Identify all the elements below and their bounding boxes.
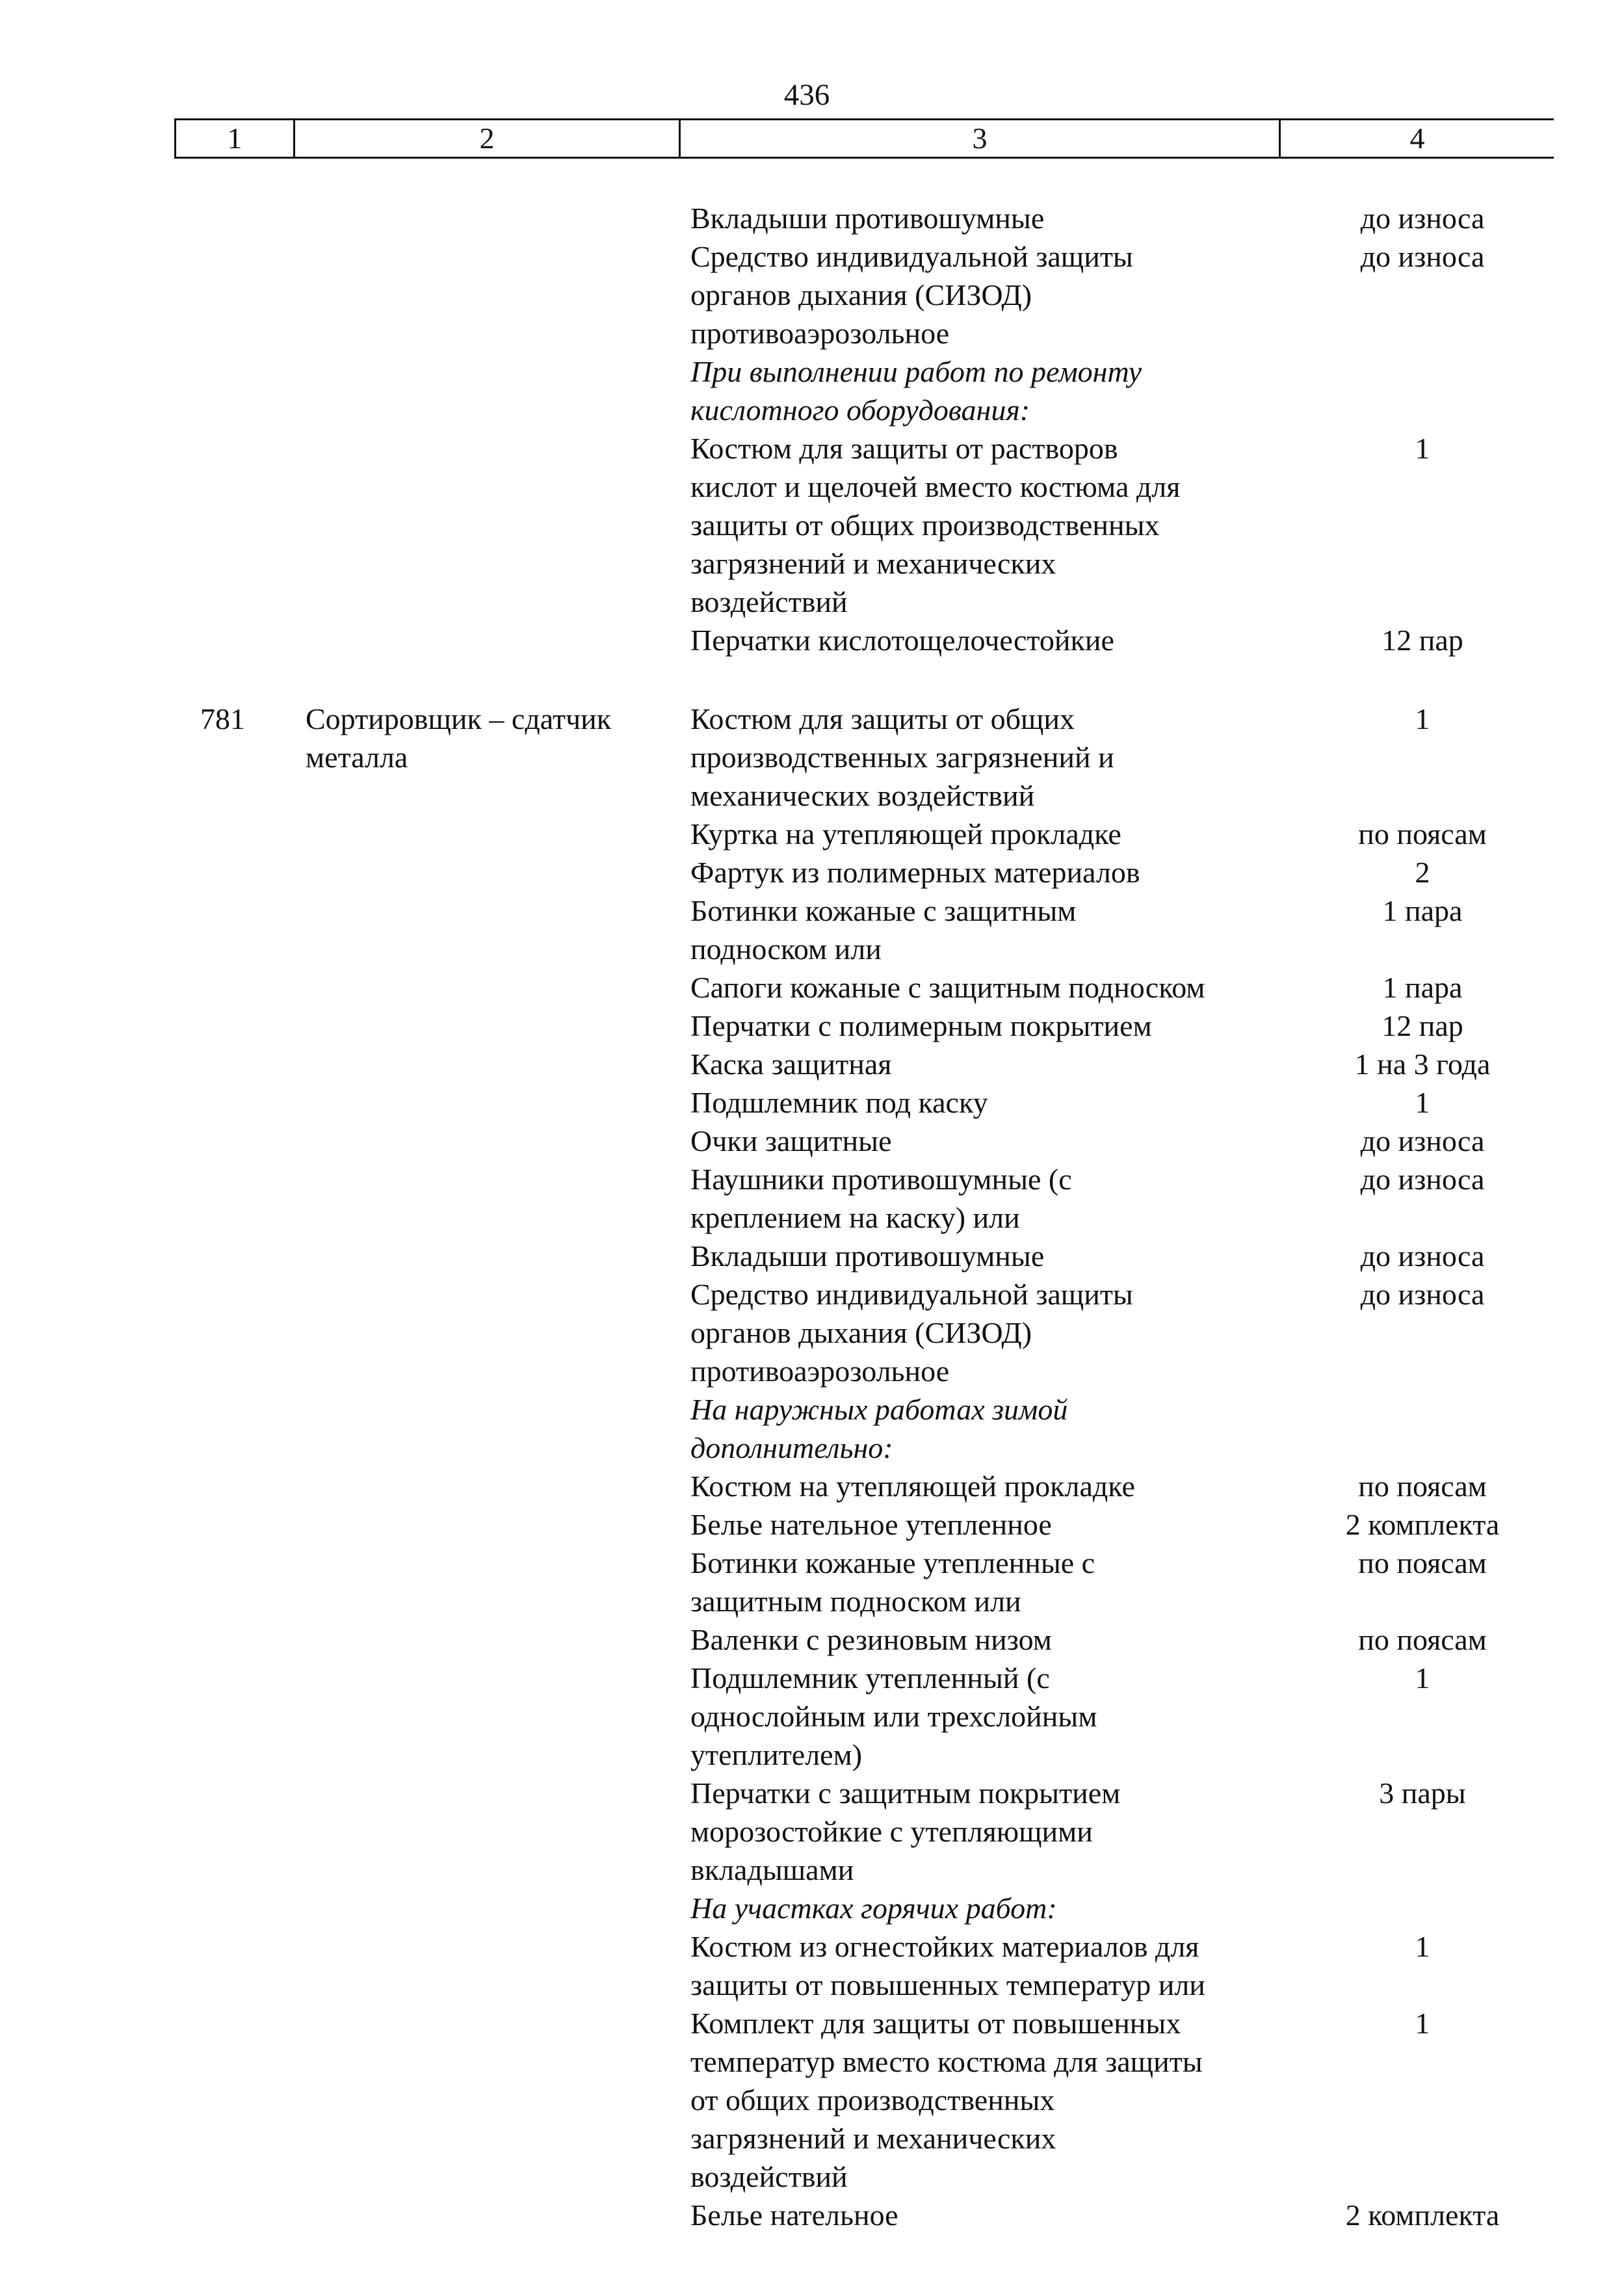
item-quantity: 1 <box>1415 1930 1430 1963</box>
item-line: защиты от повышенных температур или <box>690 1968 1205 2001</box>
item-name <box>690 621 1114 659</box>
item-line: Подшлемник утепленный (с <box>690 1661 1050 1695</box>
item-name <box>690 1467 1135 1505</box>
table-body <box>0 199 1624 2234</box>
item-line: кислотного оборудования: <box>690 393 1030 427</box>
item-line: креплением на каску) или <box>690 1201 1020 1234</box>
table-row <box>0 1659 1624 1774</box>
column-header-table <box>174 118 1554 159</box>
section-note <box>690 1889 1057 1927</box>
table-row <box>0 853 1624 891</box>
item-quantity: по поясам <box>1358 1623 1487 1656</box>
item-line: загрязнений и механических <box>690 2122 1056 2155</box>
item-line: Подшлемник под каску <box>690 1086 988 1119</box>
item-quantity: 1 пара <box>1382 971 1463 1004</box>
item-name <box>690 1122 892 1160</box>
item-line: производственных загрязнений и <box>690 741 1114 774</box>
table-row <box>0 621 1624 659</box>
item-name <box>690 1544 1095 1620</box>
item-name <box>690 700 1114 815</box>
item-name <box>690 1620 1052 1659</box>
item-line: дополнительно: <box>690 1431 893 1464</box>
item-line: Вкладыши противошумные <box>690 202 1045 235</box>
item-line: Ботинки кожаные утепленные с <box>690 1546 1095 1579</box>
item-line: загрязнений и механических <box>690 547 1056 580</box>
item-line: подноском или <box>690 932 882 966</box>
item-name <box>690 853 1140 891</box>
table-row <box>0 1007 1624 1045</box>
item-name <box>690 1505 1052 1544</box>
item-name <box>690 237 1133 352</box>
table-row <box>0 1620 1624 1659</box>
table-row <box>0 1889 1624 1927</box>
item-name <box>690 1659 1097 1774</box>
item-line: При выполнении работ по ремонту <box>690 355 1142 388</box>
item-line: механических воздействий <box>690 779 1035 812</box>
item-name <box>690 815 1121 853</box>
column-header-3: 3 <box>680 120 1280 158</box>
table-row <box>0 1275 1624 1390</box>
table-row <box>0 1544 1624 1620</box>
item-line: защиты от общих производственных <box>690 508 1160 542</box>
table-row <box>0 2004 1624 2196</box>
item-line: Ботинки кожаные с защитным <box>690 894 1077 927</box>
page-number: 436 <box>783 78 830 112</box>
item-line: от общих производственных <box>690 2083 1055 2117</box>
table-row <box>0 1045 1624 1083</box>
item-name <box>690 1045 891 1083</box>
item-line: Каска защитная <box>690 1048 892 1081</box>
item-line: однослойным или трехслойным <box>690 1700 1097 1733</box>
profession-name <box>306 700 611 776</box>
item-line: кислот и щелочей вместо костюма для <box>690 470 1181 503</box>
item-line: Вкладыши противошумные <box>690 1239 1045 1273</box>
item-line: Валенки с резиновым низом <box>690 1623 1052 1656</box>
table-row <box>0 1505 1624 1544</box>
item-line: Белье нательное <box>690 2198 898 2232</box>
item-name <box>690 891 1076 968</box>
item-quantity: до износа <box>1360 1239 1485 1273</box>
section-note <box>690 352 1142 429</box>
item-name <box>690 2004 1203 2196</box>
table-row <box>0 1390 1624 1467</box>
item-line: вкладышами <box>690 1853 854 1886</box>
item-quantity: 12 пар <box>1382 1009 1463 1042</box>
item-quantity: по поясам <box>1358 817 1487 851</box>
item-quantity: по поясам <box>1358 1470 1487 1503</box>
item-line: На участках горячих работ: <box>690 1892 1057 1925</box>
row-number: 781 <box>200 702 245 735</box>
table-row <box>0 199 1624 237</box>
item-quantity: до износа <box>1360 202 1485 235</box>
item-name <box>690 1927 1205 2004</box>
item-line: морозостойкие с утепляющими <box>690 1815 1093 1848</box>
item-name <box>690 199 1044 237</box>
column-header-row <box>176 120 1554 158</box>
item-line: утеплителем) <box>690 1738 863 1771</box>
table-row <box>0 429 1624 621</box>
section-note <box>690 1390 1067 1467</box>
item-quantity: 12 пар <box>1382 624 1463 657</box>
item-quantity: 1 <box>1415 2007 1430 2040</box>
item-line: противоаэрозольное <box>690 1354 950 1388</box>
item-line: Костюм для защиты от общих <box>690 702 1075 735</box>
item-quantity: 1 <box>1415 1086 1430 1119</box>
item-quantity: 3 пары <box>1379 1776 1466 1810</box>
table-row <box>0 1160 1624 1237</box>
item-line: Костюм для защиты от растворов <box>690 432 1118 465</box>
table-row <box>0 700 1624 815</box>
item-line: противоаэрозольное <box>690 317 950 350</box>
item-line: Перчатки с полимерным покрытием <box>690 1009 1152 1042</box>
item-line: Наушники противошумные (с <box>690 1163 1072 1196</box>
profession-line: Сортировщик – сдатчик <box>306 702 612 735</box>
table-row <box>0 2196 1624 2234</box>
item-line: Фартук из полимерных материалов <box>690 856 1140 889</box>
column-header-1: 1 <box>176 120 295 158</box>
item-line: температур вместо костюма для защиты <box>690 2045 1203 2078</box>
item-quantity: до износа <box>1360 240 1485 273</box>
item-name <box>690 1007 1152 1045</box>
table-row <box>0 1083 1624 1122</box>
item-line: Перчатки кислотощелочестойкие <box>690 624 1114 657</box>
item-name <box>690 1083 988 1122</box>
table-row <box>0 1774 1624 1889</box>
item-line: органов дыхания (СИЗОД) <box>690 1316 1032 1349</box>
item-line: Куртка на утепляющей прокладке <box>690 817 1121 851</box>
item-quantity: по поясам <box>1358 1546 1487 1579</box>
item-line: воздействий <box>690 2160 848 2193</box>
table-row <box>0 1467 1624 1505</box>
column-header-4: 4 <box>1280 120 1554 158</box>
item-name <box>690 429 1180 621</box>
table-row <box>0 968 1624 1007</box>
table-row <box>0 237 1624 352</box>
item-quantity: 1 <box>1415 432 1430 465</box>
item-line: воздействий <box>690 585 848 618</box>
item-line: На наружных работах зимой <box>690 1393 1068 1426</box>
item-line: Средство индивидуальной защиты <box>690 240 1133 273</box>
item-quantity: 2 комплекта <box>1345 1508 1500 1541</box>
table-row <box>0 891 1624 968</box>
item-quantity: 2 <box>1415 856 1430 889</box>
item-line: Комплект для защиты от повышенных <box>690 2007 1181 2040</box>
item-quantity: до износа <box>1360 1124 1485 1157</box>
item-name <box>690 2196 898 2234</box>
item-quantity: 2 комплекта <box>1345 2198 1500 2232</box>
item-line: Белье нательное утепленное <box>690 1508 1052 1541</box>
column-header-2: 2 <box>295 120 680 158</box>
item-name <box>690 1275 1133 1390</box>
row-spacer <box>0 659 1624 700</box>
item-name <box>690 1774 1120 1889</box>
item-line: Средство индивидуальной защиты <box>690 1278 1133 1311</box>
item-line: Перчатки с защитным покрытием <box>690 1776 1121 1810</box>
item-line: органов дыхания (СИЗОД) <box>690 278 1032 311</box>
item-line: Очки защитные <box>690 1124 892 1157</box>
table-row <box>0 1122 1624 1160</box>
item-line: Костюм из огнестойких материалов для <box>690 1930 1199 1963</box>
item-line: Сапоги кожаные с защитным подноском <box>690 971 1205 1004</box>
table-row <box>0 815 1624 853</box>
item-quantity: до износа <box>1360 1163 1485 1196</box>
item-quantity: до износа <box>1360 1278 1485 1311</box>
item-name <box>690 1160 1072 1237</box>
table-row <box>0 352 1624 429</box>
item-line: защитным подноском или <box>690 1585 1021 1618</box>
item-quantity: 1 <box>1415 1661 1430 1695</box>
item-line: Костюм на утепляющей прокладке <box>690 1470 1135 1503</box>
item-quantity: 1 <box>1415 702 1430 735</box>
item-name <box>690 1237 1044 1275</box>
item-quantity: 1 на 3 года <box>1354 1048 1491 1081</box>
item-quantity: 1 пара <box>1382 894 1463 927</box>
table-row <box>0 1927 1624 2004</box>
table-row <box>0 1237 1624 1275</box>
item-name <box>690 968 1205 1007</box>
profession-line: металла <box>306 741 408 774</box>
